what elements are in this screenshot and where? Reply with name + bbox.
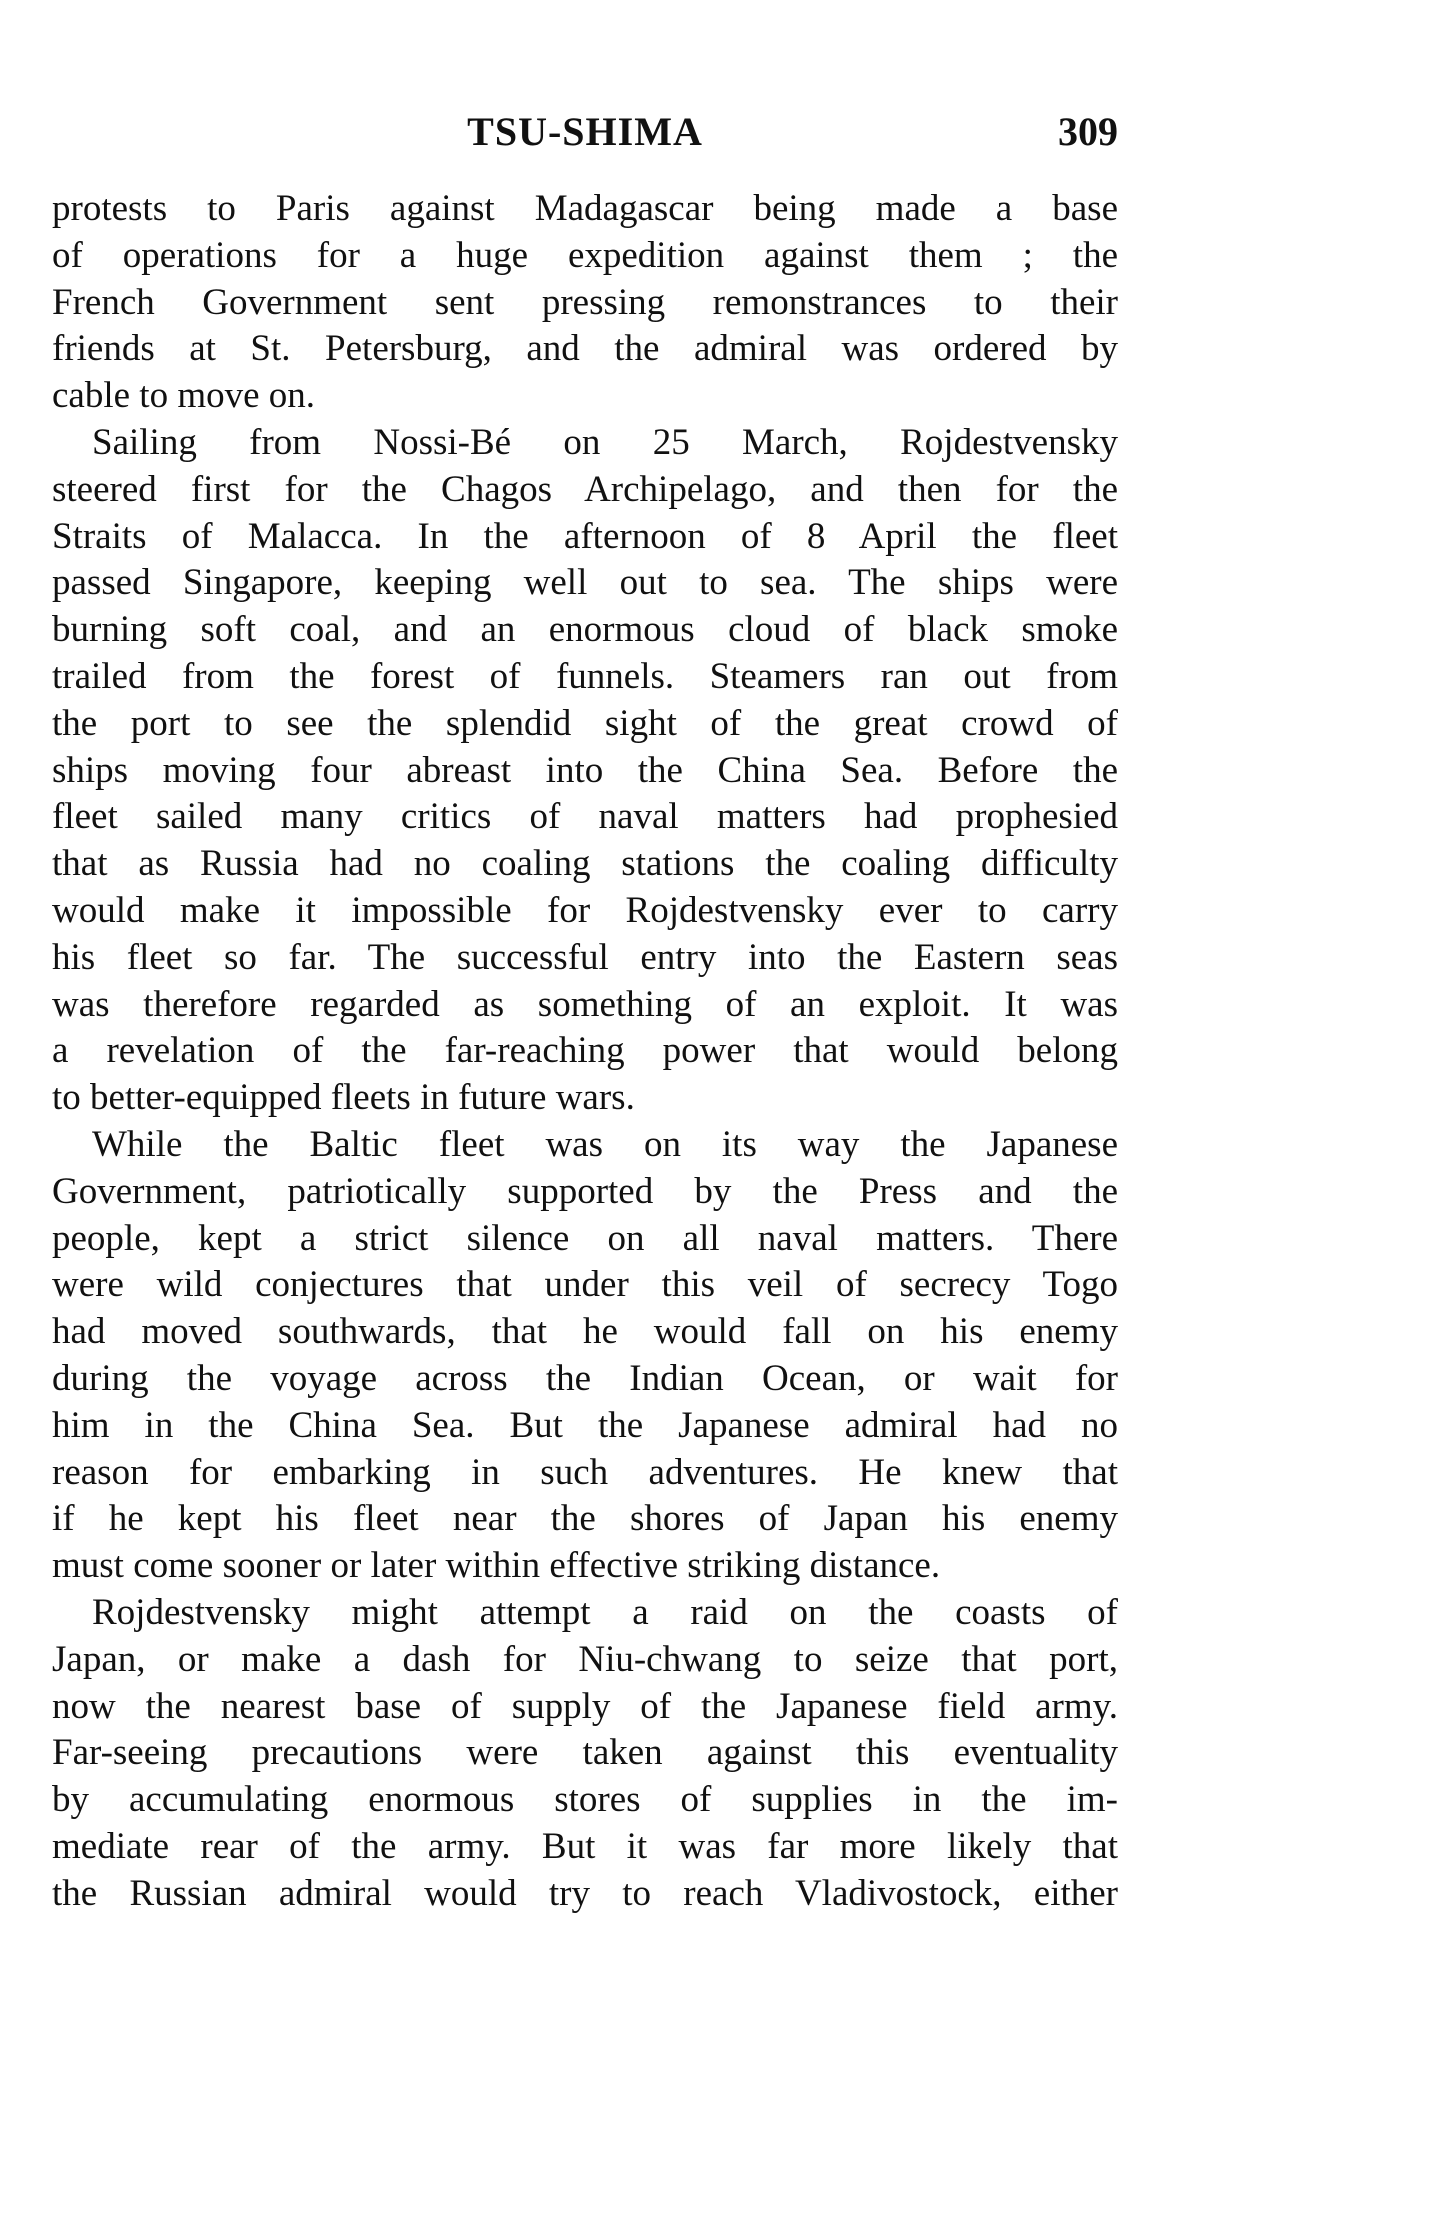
text-line: to better-equipped fleets in future wars. — [52, 1077, 635, 1119]
text-line: his fleet so far. The successful entry into the Eastern seas — [52, 936, 1118, 978]
text-line: Government, patriotically supported by the Press and the — [52, 1170, 1118, 1212]
text-line: must come sooner or later within effective striking distance. — [52, 1545, 941, 1587]
text-line: people, kept a strict silence on all naval matters. There — [52, 1217, 1118, 1259]
text-line: were wild conjectures that under this veil of secrecy Togo — [52, 1264, 1118, 1306]
text-line: the Russian admiral would try to reach Vladivostock, either — [52, 1872, 1118, 1914]
text-line: Straits of Malacca. In the afternoon of 8 April the fleet — [52, 515, 1118, 557]
text-line: had moved southwards, that he would fall on his enemy — [52, 1311, 1118, 1353]
text-line: him in the China Sea. But the Japanese admiral had no — [52, 1404, 1118, 1446]
page-number: 309 — [1058, 109, 1118, 154]
body-text — [52, 186, 1118, 1917]
text-line: fleet sailed many critics of naval matters had prophesied — [52, 796, 1118, 838]
text-line: ships moving four abreast into the China Sea. Before the — [52, 749, 1118, 791]
text-line: a revelation of the far-reaching power that would belong — [52, 1030, 1118, 1072]
chapter-title: TSU-SHIMA — [467, 109, 703, 154]
text-line: of operations for a huge expedition against them ; the — [52, 234, 1118, 276]
text-line: burning soft coal, and an enormous cloud of black smoke — [52, 609, 1118, 651]
text-line: Far-seeing precautions were taken against this eventuality — [52, 1732, 1118, 1774]
text-line: now the nearest base of supply of the Japanese field army. — [52, 1685, 1118, 1727]
text-line: steered first for the Chagos Archipelago, and then for the — [52, 468, 1118, 510]
text-line: would make it impossible for Rojdestvensky ever to carry — [52, 889, 1118, 931]
text-line: friends at St. Petersburg, and the admiral was ordered by — [52, 328, 1118, 370]
text-line: trailed from the forest of funnels. Steamers ran out from — [52, 655, 1118, 697]
text-line: Sailing from Nossi-Bé on 25 March, Rojdestvensky — [92, 421, 1118, 463]
text-line: Japan, or make a dash for Niu-chwang to seize that port, — [52, 1638, 1118, 1680]
text-line: the port to see the splendid sight of the great crowd of — [52, 702, 1118, 744]
text-line: reason for embarking in such adventures. He knew that — [52, 1451, 1118, 1493]
running-header — [52, 108, 1118, 164]
text-line: While the Baltic fleet was on its way the Japanese — [92, 1123, 1118, 1165]
text-line: during the voyage across the Indian Ocean, or wait for — [52, 1357, 1118, 1399]
text-line: passed Singapore, keeping well out to sea. The ships were — [52, 562, 1118, 604]
text-line: Rojdestvensky might attempt a raid on the coasts of — [92, 1591, 1118, 1633]
text-line: French Government sent pressing remonstrances to their — [52, 281, 1118, 323]
text-line: by accumulating enormous stores of supplies in the im- — [52, 1779, 1118, 1821]
text-line: protests to Paris against Madagascar being made a base — [52, 188, 1118, 229]
text-line: that as Russia had no coaling stations the coaling difficulty — [52, 843, 1118, 885]
text-line: cable to move on. — [52, 375, 316, 417]
text-line: if he kept his fleet near the shores of Japan his enemy — [52, 1498, 1118, 1540]
text-line: was therefore regarded as something of an exploit. It was — [52, 983, 1118, 1025]
text-line: mediate rear of the army. But it was far more likely that — [52, 1825, 1118, 1867]
